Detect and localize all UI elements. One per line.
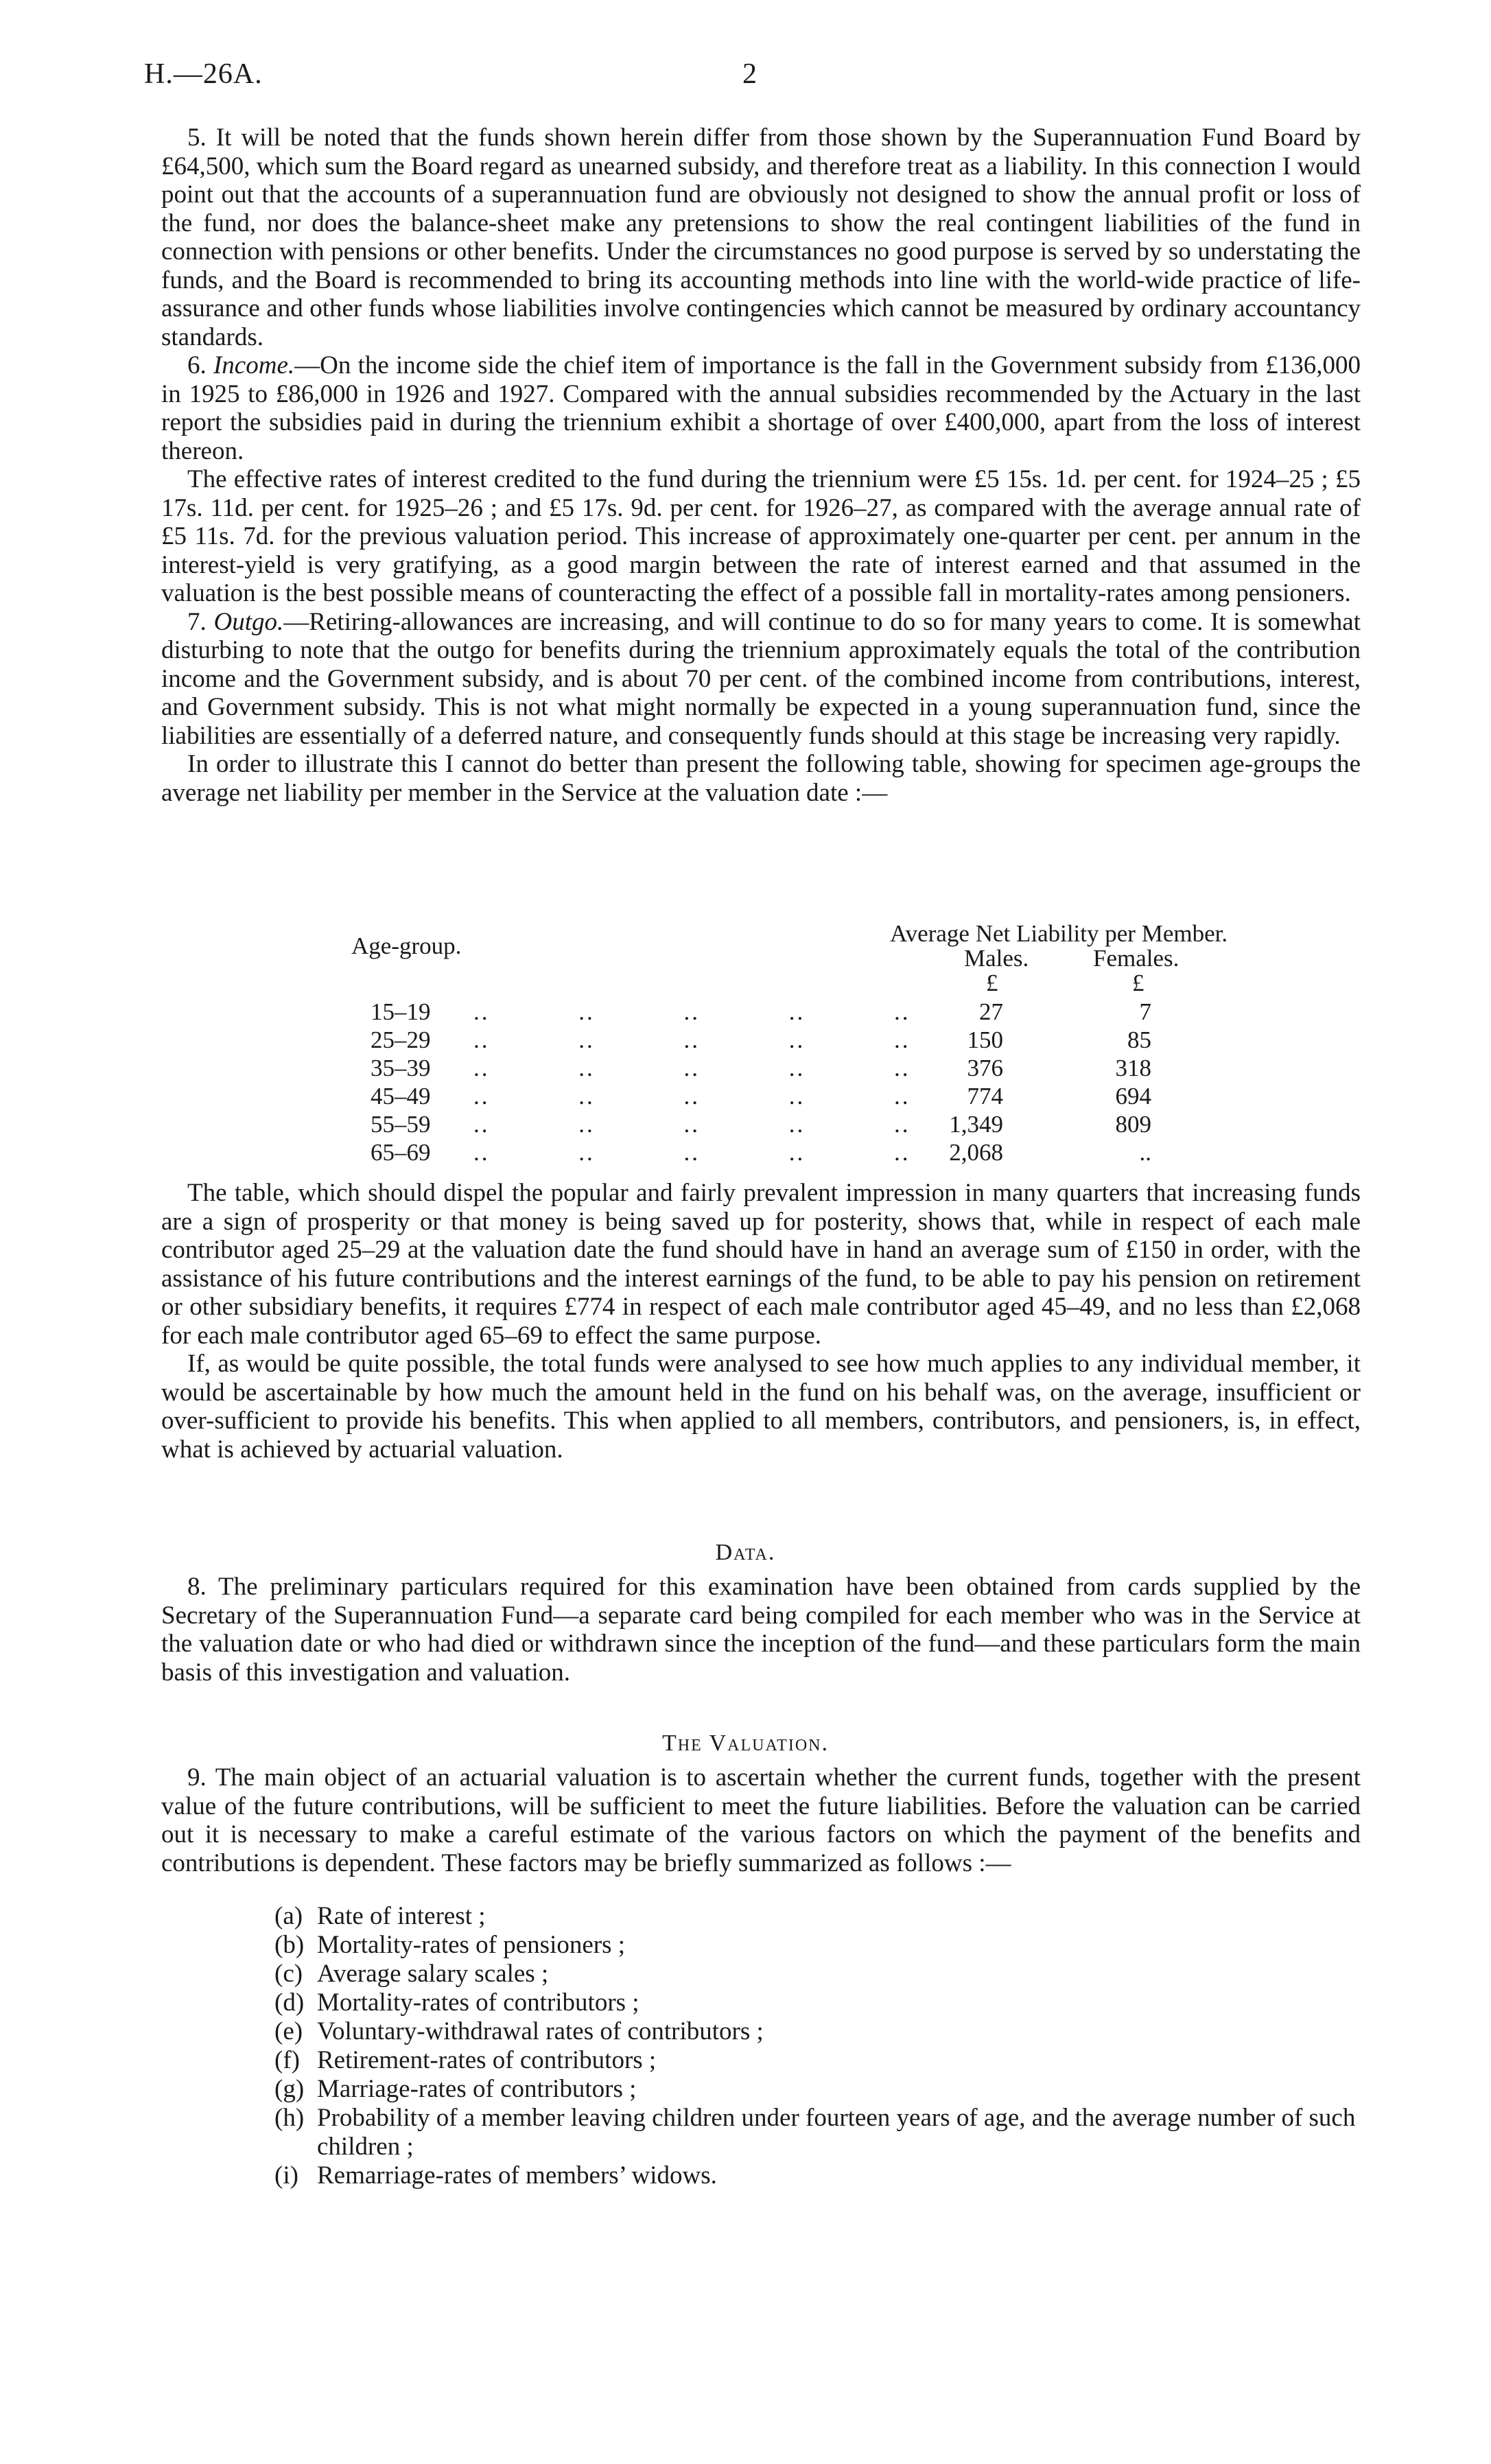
factor-item	[274, 1931, 1372, 1960]
factor-tag: (d)	[274, 1988, 305, 2017]
factor-item	[274, 2017, 1372, 2046]
paragraph-9: 9. The main object of an actuarial valuation is to ascertain whether the current funds, together with the present value of the future contributions, will be sufficient to meet the future liabilities. Before the valuation can be carried out it is necessary to make a careful estimate of the various factors on which the payment of the benefits and contributions is dependent. These factors may be briefly summarized as follows :—	[161, 1763, 1361, 1877]
table-row-females: 7	[1139, 998, 1151, 1025]
paragraph-5: 5. It will be noted that the funds shown herein differ from those shown by the Superannuation Fund Board by £64,500, which sum the Board regard as unearned subsidy, and therefore treat as a liability. In this connection I would point out that the accounts of a superannuation fund are obviously not designed to show the annual profit or loss of the fund, nor does the balance-sheet make any pretensions to show the real contingent liabilities of the fund in connection with pensions or other benefits. Under the circumstances no good purpose is served by so understating the funds, and the Board is recommended to bring its accounting methods into line with the world-wide practice of life-assurance and other funds whose liabilities involve contingencies which cannot be measured by ordinary accountancy standards.	[161, 124, 1361, 351]
factor-item	[274, 1902, 1372, 1931]
paragraph-7b: In order to illustrate this I cannot do better than present the following table, showing for specimen age-groups the average net liability per member in the Service at the valuation date :—	[161, 750, 1361, 807]
body-section-2	[161, 1179, 1361, 1464]
table-header-females: Females.	[1093, 945, 1179, 972]
table-row-females: 809	[1115, 1111, 1151, 1138]
table-row-females: ..	[1139, 1139, 1151, 1166]
body-section-3	[161, 1573, 1361, 1687]
table-row-males: 2,068	[949, 1139, 1003, 1166]
factor-tag: (f)	[274, 2046, 300, 2074]
factor-text: Voluntary-withdrawal rates of contributors ;	[317, 2017, 764, 2045]
factor-tag: (h)	[274, 2104, 305, 2132]
liability-table	[0, 919, 1491, 1166]
table-row-age: 45–49	[371, 1083, 431, 1110]
table-row-leader: .. .. .. .. ..	[473, 1055, 911, 1081]
table-unit-females: £	[1132, 970, 1144, 996]
table-row-age: 15–19	[371, 998, 431, 1025]
body-section-1	[161, 124, 1361, 807]
table-row-age: 65–69	[371, 1139, 431, 1166]
factor-text: Retirement-rates of contributors ;	[317, 2046, 657, 2074]
paragraph-table-explanation: The table, which should dispel the popular and fairly prevalent impression in many quarters that increasing funds are a sign of prosperity or that money is being saved up for posterity, shows that, while in respect of each male contributor aged 25–29 at the valuation date the fund should have in hand an average sum of £150 in order, with the assistance of his future contributions and the interest earnings of the fund, to be able to pay his pension on retirement or other subsidiary benefits, it requires £774 in respect of each male contributor aged 45–49, and no less than £2,068 for each male contributor aged 65–69 to effect the same purpose.	[161, 1179, 1361, 1350]
table-row-leader: .. .. .. .. ..	[473, 1111, 911, 1138]
table-header-age: Age-group.	[351, 932, 462, 959]
paragraph-7-text: —Retiring-allowances are increasing, and will continue to do so for many years to come. It is somewhat disturbing to note that the outgo for benefits during the triennium approximately equals the total of the contribution income and the Government subsidy, and is about 70 per cent. of the combined income from contributions, interest, and Government subsidy. This is not what might normally be expected in a young superannuation fund, since the liabilities are essentially of a deferred nature, and consequently funds should at this stage be increasing very rapidly.	[161, 607, 1361, 750]
table-row-leader: .. .. .. .. ..	[473, 998, 911, 1025]
table-row-age: 25–29	[371, 1026, 431, 1053]
paragraph-8: 8. The preliminary particulars required for this examination have been obtained from cards supplied by the Secretary of the Superannuation Fund—a separate card being compiled for each member who was in the Service at the valuation date or who had died or withdrawn since the inception of the fund—and these particulars form the main basis of this investigation and valuation.	[161, 1573, 1361, 1687]
table-row-males: 774	[967, 1083, 1003, 1110]
table-header-group: Average Net Liability per Member.	[890, 920, 1228, 947]
page-number: 2	[742, 58, 758, 90]
factor-tag: (e)	[274, 2017, 303, 2045]
table-row-leader: .. .. .. .. ..	[473, 1083, 911, 1110]
factor-tag: (i)	[274, 2161, 298, 2190]
table-row-males: 27	[979, 998, 1003, 1025]
table-row-leader: .. .. .. .. ..	[473, 1026, 911, 1053]
factor-tag: (g)	[274, 2075, 305, 2103]
table-header-males: Males.	[964, 945, 1029, 972]
table-row-leader: .. .. .. .. ..	[473, 1139, 911, 1166]
table-row-females: 85	[1127, 1026, 1151, 1053]
paragraph-6	[161, 351, 1361, 465]
factor-item	[274, 2075, 1372, 2104]
paragraph-7	[161, 608, 1361, 751]
factor-tag: (a)	[274, 1902, 303, 1930]
table-row-age: 55–59	[371, 1111, 431, 1138]
factor-item	[274, 2104, 1372, 2161]
report-code: H.—26A.	[144, 58, 263, 90]
factor-item	[274, 2161, 1372, 2190]
heading-data: Data.	[715, 1540, 776, 1565]
factor-item	[274, 1988, 1372, 2017]
heading-valuation: The Valuation.	[661, 1730, 829, 1756]
body-section-4	[161, 1763, 1361, 1877]
factor-text: Mortality-rates of pensioners ;	[317, 1931, 626, 1959]
factor-tag: (b)	[274, 1931, 305, 1959]
paragraph-6b: The effective rates of interest credited to the fund during the triennium were £5 15s. 1d. per cent. for 1924–25 ; £5 17s. 11d. per cent. for 1925–26 ; and £5 17s. 9d. per cent. for 1926–27, as compared with the average annual rate of £5 11s. 7d. for the previous valuation period. This increase of approximately one-quarter per cent. per annum in the interest-yield is very gratifying, as a good margin between the rate of interest earned and that assumed in the valuation is the best possible means of counteracting the effect of a possible fall in mortality-rates among pensioners.	[161, 465, 1361, 607]
factor-tag: (c)	[274, 1960, 303, 1988]
factor-list	[274, 1902, 1372, 2190]
factor-text: Mortality-rates of contributors ;	[317, 1988, 639, 2017]
paragraph-6-text: —On the income side the chief item of importance is the fall in the Government subsidy from £136,000 in 1925 to £86,000 in 1926 and 1927. Compared with the annual subsidies recommended by the Actuary in the last report the subsidies paid in during the triennium exhibit a shortage of over £400,000, apart from the loss of interest thereon.	[161, 351, 1361, 465]
factor-text: Marriage-rates of contributors ;	[317, 2075, 637, 2103]
factor-item	[274, 2046, 1372, 2075]
table-row-males: 1,349	[949, 1111, 1003, 1138]
factor-text: Average salary scales ;	[317, 1960, 549, 1988]
paragraph-6-number: 6.	[187, 351, 207, 379]
table-row-females: 318	[1115, 1055, 1151, 1081]
paragraph-7-number: 7.	[187, 607, 207, 636]
paragraph-7-title: Outgo.	[213, 607, 284, 636]
factor-text: Remarriage-rates of members’ widows.	[317, 2161, 717, 2190]
table-unit-males: £	[986, 970, 998, 996]
factor-item	[274, 1960, 1372, 1988]
table-row-females: 694	[1115, 1083, 1151, 1110]
table-row-males: 150	[967, 1026, 1003, 1053]
table-row-age: 35–39	[371, 1055, 431, 1081]
paragraph-6-title: Income.	[213, 351, 295, 379]
table-row-males: 376	[967, 1055, 1003, 1081]
paragraph-analysis: If, as would be quite possible, the total funds were analysed to see how much applies to any individual member, it would be ascertainable by how much the amount held in the fund on his behalf was, on the average, insufficient or over-sufficient to provide his benefits. This when applied to all members, contributors, and pensioners, is, in effect, what is achieved by actuarial valuation.	[161, 1350, 1361, 1464]
factor-text: Probability of a member leaving children under fourteen years of age, and the average number of such children ;	[317, 2104, 1356, 2161]
factor-text: Rate of interest ;	[317, 1902, 486, 1930]
